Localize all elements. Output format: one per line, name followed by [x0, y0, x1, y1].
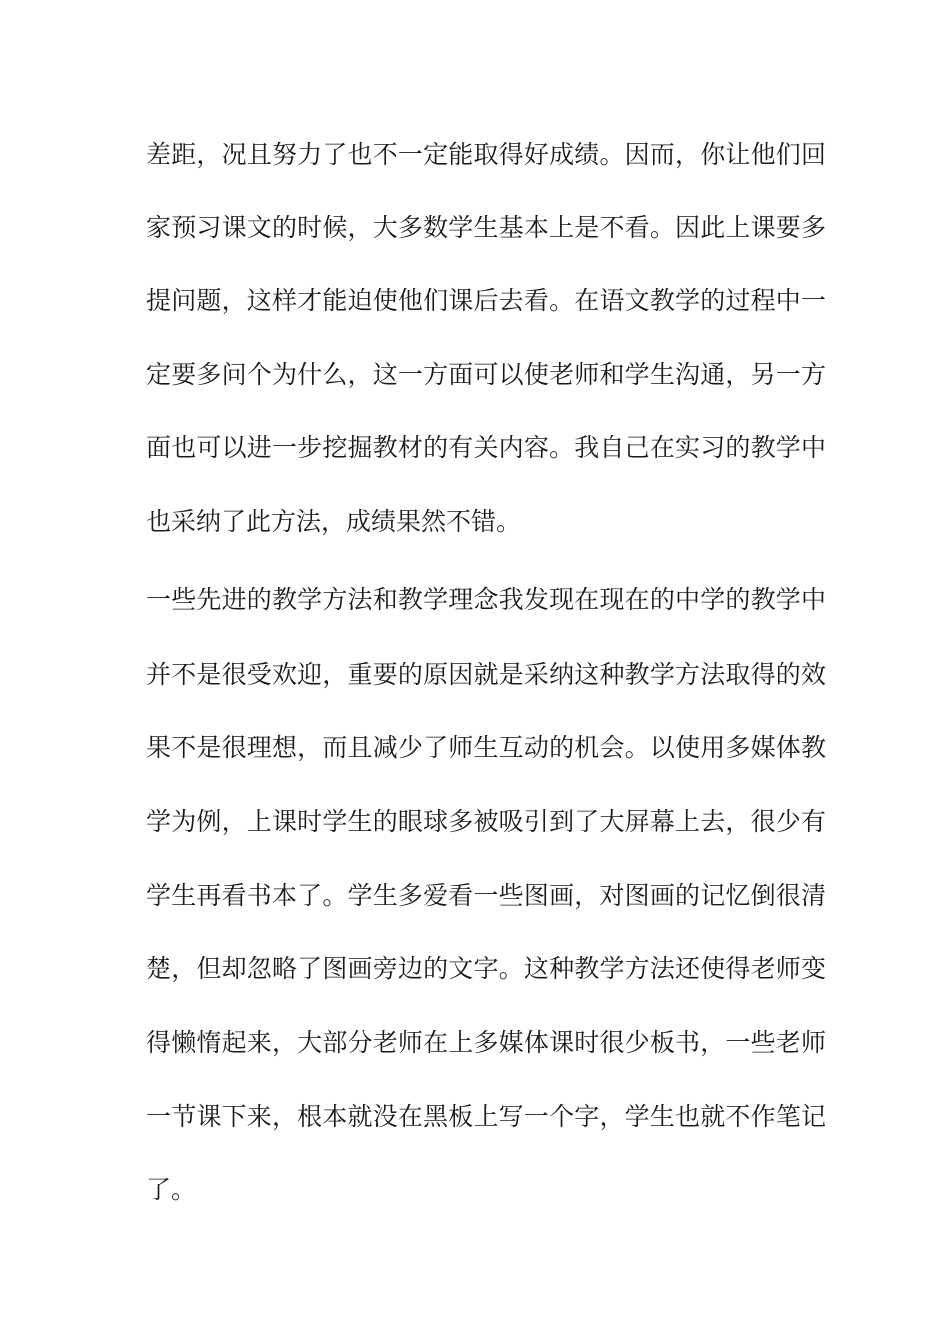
text-line: 了。: [146, 1175, 197, 1204]
text-line: 差距，况且努力了也不一定能取得好成绩。因而，你让他们回: [146, 140, 826, 169]
text-line: 提问题，这样才能迫使他们课后去看。在语文教学的过程中一: [146, 286, 826, 315]
text-line: 面也可以进一步挖掘教材的有关内容。我自己在实习的教学中: [146, 433, 826, 462]
text-line: 得懒惰起来，大部分老师在上多媒体课时很少板书，一些老师: [146, 1028, 826, 1057]
text-line: 学生再看书本了。学生多爱看一些图画，对图画的记忆倒很清: [146, 881, 826, 910]
text-line: 果不是很理想，而且减少了师生互动的机会。以使用多媒体教: [146, 733, 826, 762]
text-line: 一节课下来，根本就没在黑板上写一个字，学生也就不作笔记: [146, 1102, 826, 1131]
text-line: 家预习课文的时候，大多数学生基本上是不看。因此上课要多: [146, 213, 826, 242]
text-line: 楚，但却忽略了图画旁边的文字。这种教学方法还使得老师变: [146, 954, 826, 983]
text-line: 也采纳了此方法，成绩果然不错。: [146, 507, 522, 536]
text-line: 学为例，上课时学生的眼球多被吸引到了大屏幕上去，很少有: [146, 807, 826, 836]
text-line: 一些先进的教学方法和教学理念我发现在现在的中学的教学中: [146, 585, 826, 614]
text-line: 并不是很受欢迎，重要的原因就是采纳这种教学方法取得的效: [146, 660, 826, 689]
text-line: 定要多问个为什么，这一方面可以使老师和学生沟通，另一方: [146, 360, 826, 389]
